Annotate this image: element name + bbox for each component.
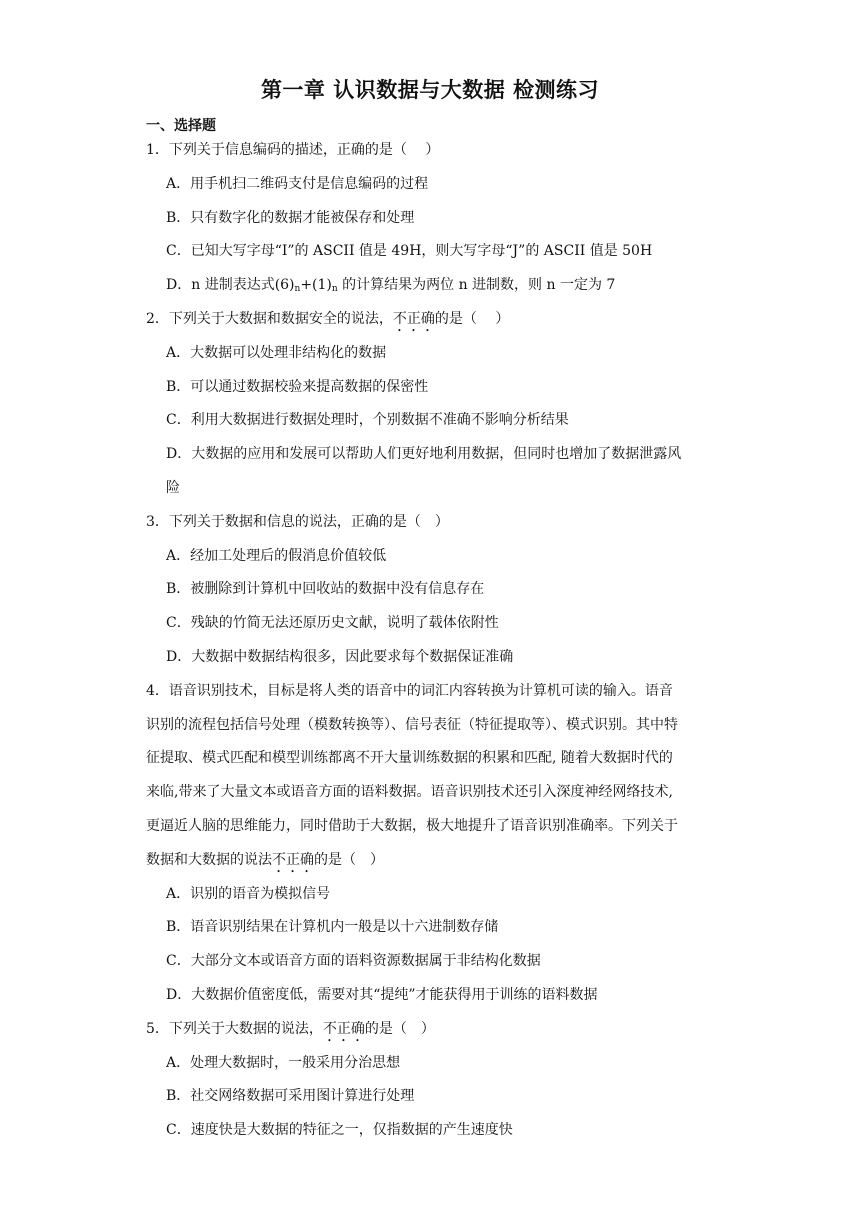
subscript-n: n bbox=[331, 284, 338, 295]
option-d-text-pre: D．n 进制表达式(6) bbox=[166, 277, 295, 294]
question-2-option-d-continued: 险 bbox=[166, 479, 180, 496]
question-5-stem bbox=[146, 1013, 720, 1047]
question-4-stem-line: 4．语音识别技术，目标是将人类的语音中的词汇内容转换为计算机可读的输入。语音 bbox=[146, 682, 673, 699]
stem-text: 数据和大数据的说法 bbox=[146, 851, 272, 868]
question-3-option-c: C．残缺的竹简无法还原历史文献，说明了载体依附性 bbox=[166, 615, 499, 632]
section-heading: 一、选择题 bbox=[146, 118, 216, 134]
question-1-option-a: A．用手机扫二维码支付是信息编码的过程 bbox=[166, 175, 429, 192]
option-d-text-post: 的计算结果为两位 n 进制数，则 n 一定为 7 bbox=[337, 277, 616, 294]
question-4-stem-line: 更逼近人脑的思维能力，同时借助于大数据，极大地提升了语音识别准确率。下列关于 bbox=[146, 817, 678, 834]
question-2-option-b: B．可以通过数据校验来提高数据的保密性 bbox=[166, 378, 429, 395]
question-1-option-d bbox=[146, 269, 720, 303]
question-5-option-c: C．速度快是大数据的特征之一，仅指数据的产生速度快 bbox=[166, 1122, 513, 1139]
question-4-stem-line: 识别的流程包括信号处理（模数转换等）、信号表征（特征提取等）、模式识别。其中特 bbox=[146, 716, 678, 733]
question-4-stem-line bbox=[146, 844, 720, 878]
question-2-option-c: C．利用大数据进行数据处理时，个别数据不准确不影响分析结果 bbox=[166, 412, 569, 429]
question-4-option-b: B．语音识别结果在计算机内一般是以十六进制数存储 bbox=[166, 919, 499, 936]
stem-text: 的是（ ） bbox=[434, 310, 510, 327]
question-2-stem bbox=[146, 303, 720, 337]
question-4-option-d: D．大数据价值密度低，需要对其“提纯”才能获得用于训练的语料数据 bbox=[166, 986, 598, 1003]
question-2-option-d: D．大数据的应用和发展可以帮助人们更好地利用数据，但同时也增加了数据泄露风 bbox=[166, 446, 682, 463]
emphasis-not-correct: 不正确 bbox=[322, 1020, 365, 1037]
question-1-option-b: B．只有数字化的数据才能被保存和处理 bbox=[166, 209, 415, 226]
option-d-text-mid: +(1) bbox=[300, 277, 332, 294]
stem-text: 的是（ ） bbox=[364, 1020, 435, 1037]
emphasis-not-correct: 不正确 bbox=[392, 310, 435, 327]
question-4-stem-line: 征提取、模式匹配和模型训练都离不开大量训练数据的积累和匹配, 随着大数据时代的 bbox=[146, 750, 673, 767]
question-4-stem-line: 来临,带来了大量文本或语音方面的语料数据。语音识别技术还引入深度神经网络技术, bbox=[146, 784, 673, 801]
question-1-stem: 1．下列关于信息编码的描述，正确的是（ ） bbox=[146, 142, 440, 158]
question-3-option-a: A．经加工处理后的假消息价值较低 bbox=[166, 547, 387, 564]
stem-text: 的是（ ） bbox=[314, 851, 384, 868]
question-5-option-a: A．处理大数据时，一般采用分治思想 bbox=[166, 1054, 401, 1071]
question-4-option-c: C．大部分文本或语音方面的语料资源数据属于非结构化数据 bbox=[166, 953, 541, 970]
question-5-option-b: B．社交网络数据可采用图计算进行处理 bbox=[166, 1088, 415, 1105]
stem-text: 5．下列关于大数据的说法， bbox=[146, 1020, 323, 1037]
question-3-option-d: D．大数据中数据结构很多，因此要求每个数据保证准确 bbox=[166, 648, 514, 665]
stem-text: 2．下列关于大数据和数据安全的说法， bbox=[146, 310, 393, 327]
question-3-option-b: B．被删除到计算机中回收站的数据中没有信息存在 bbox=[166, 581, 485, 598]
subscript-n: n bbox=[294, 284, 301, 295]
question-2-option-a: A．大数据可以处理非结构化的数据 bbox=[166, 344, 387, 361]
question-1-option-c: C．已知大写字母“I”的 ASCII 值是 49H，则大写字母“J”的 ASCII 值是 50H bbox=[166, 243, 653, 260]
emphasis-not-correct: 不正确 bbox=[272, 851, 314, 868]
question-3-stem: 3．下列关于数据和信息的说法，正确的是（ ） bbox=[146, 513, 449, 530]
page-title: 第一章 认识数据与大数据 检测练习 bbox=[260, 78, 600, 102]
question-list bbox=[146, 134, 720, 1148]
question-4-option-a: A．识别的语音为模拟信号 bbox=[166, 885, 331, 902]
